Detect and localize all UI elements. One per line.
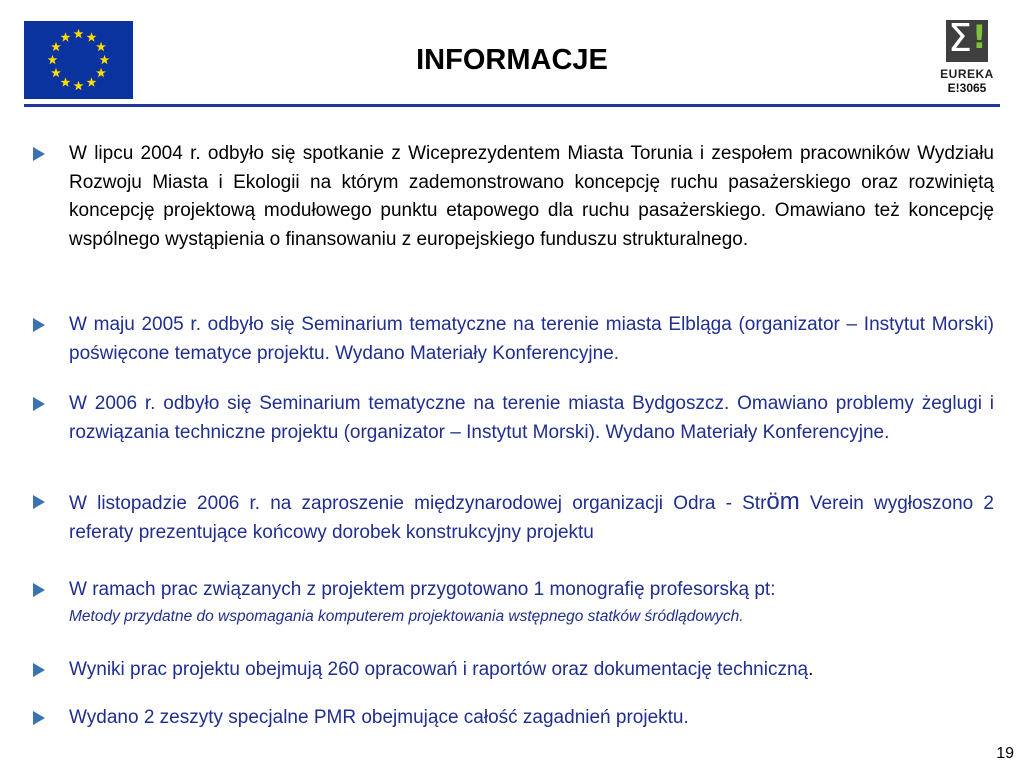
eureka-logo <box>934 16 1000 100</box>
bullet-arrow-icon <box>33 495 45 509</box>
bullet-text: W 2006 r. odbyło się Seminarium tematyczne na terenie miasta Bydgoszcz. Omawiano problemy żeglugi i rozwiązania techniczne projektu (organizator – Instytut Morski). Wydano Materiały Konferencyjne. <box>69 393 994 443</box>
eureka-sigma-icon <box>946 16 988 62</box>
eu-star-icon <box>87 77 97 86</box>
list-item <box>33 488 994 547</box>
bullet-text: W maju 2005 r. odbyło się Seminarium tematyczne na terenie miasta Elbląga (organizator – Instytut Morski) poświęcone tematyce projektu. Wydano Materiały Konferencyjne. <box>69 314 994 364</box>
list-item <box>33 140 994 254</box>
eu-star-icon <box>61 32 71 41</box>
eu-star-icon <box>74 81 84 90</box>
eureka-name: EUREKA <box>940 67 994 81</box>
bullet-arrow-icon <box>33 583 45 597</box>
eu-star-icon <box>87 32 97 41</box>
eu-star-icon <box>74 29 84 38</box>
bullet-text-part: öm <box>766 488 800 515</box>
bullet-text-part: W listopadzie 2006 r. na zaproszenie międzynarodowej organizacji Odra - Str <box>69 493 767 514</box>
bullet-arrow-icon <box>33 318 45 332</box>
page-title: INFORMACJE <box>416 44 608 76</box>
bullet-arrow-icon <box>33 147 45 161</box>
bullet-suffix: . <box>808 659 814 680</box>
bullet-arrow-icon <box>33 663 45 677</box>
bullet-text-part: Verein wygłoszono 2 referaty prezentujące końcowy dorobek konstrukcyjny projektu <box>69 493 994 543</box>
eureka-code: E!3065 <box>947 81 987 95</box>
list-item <box>33 576 994 629</box>
list-item <box>33 656 994 685</box>
sigma-symbol: Σ <box>948 16 973 60</box>
bullet-text: Wyniki prac projektu obejmują 260 opracowań i raportów oraz dokumentację techniczną <box>69 659 809 680</box>
header-divider <box>24 104 1000 107</box>
bullet-arrow-icon <box>33 397 45 411</box>
bullet-text: W lipcu 2004 r. odbyło się spotkanie z Wiceprezydentem Miasta Torunia i zespołem pracowników Wydziału Rozwoju Miasta i Ekologii na którym zademonstrowano koncepcję ruchu pasażerskiego oraz rozwiniętą koncepcję projektową modułowego punktu etapowego dla ruchu pasażerskiego. Omawiano też koncepcję wspólnego wystąpienia o finansowaniu z europejskiego funduszu strukturalnego. <box>69 143 994 250</box>
bullet-text: Wydano 2 zeszyty specjalne PMR obejmujące całość zagadnień projektu. <box>69 707 689 728</box>
exclamation-symbol: ! <box>972 18 987 56</box>
list-item <box>33 704 994 733</box>
list-item <box>33 311 994 368</box>
monograph-title: Metody przydatne do wspomagania komputerem projektowania wstępnego statków śródlądowych. <box>69 607 744 625</box>
bullet-arrow-icon <box>33 711 45 725</box>
bullet-text: W ramach prac związanych z projektem przygotowano 1 monografię profesorską pt: <box>69 579 776 600</box>
page-number: 19 <box>996 745 1014 762</box>
list-item <box>33 390 994 447</box>
eu-star-icon <box>61 77 71 86</box>
